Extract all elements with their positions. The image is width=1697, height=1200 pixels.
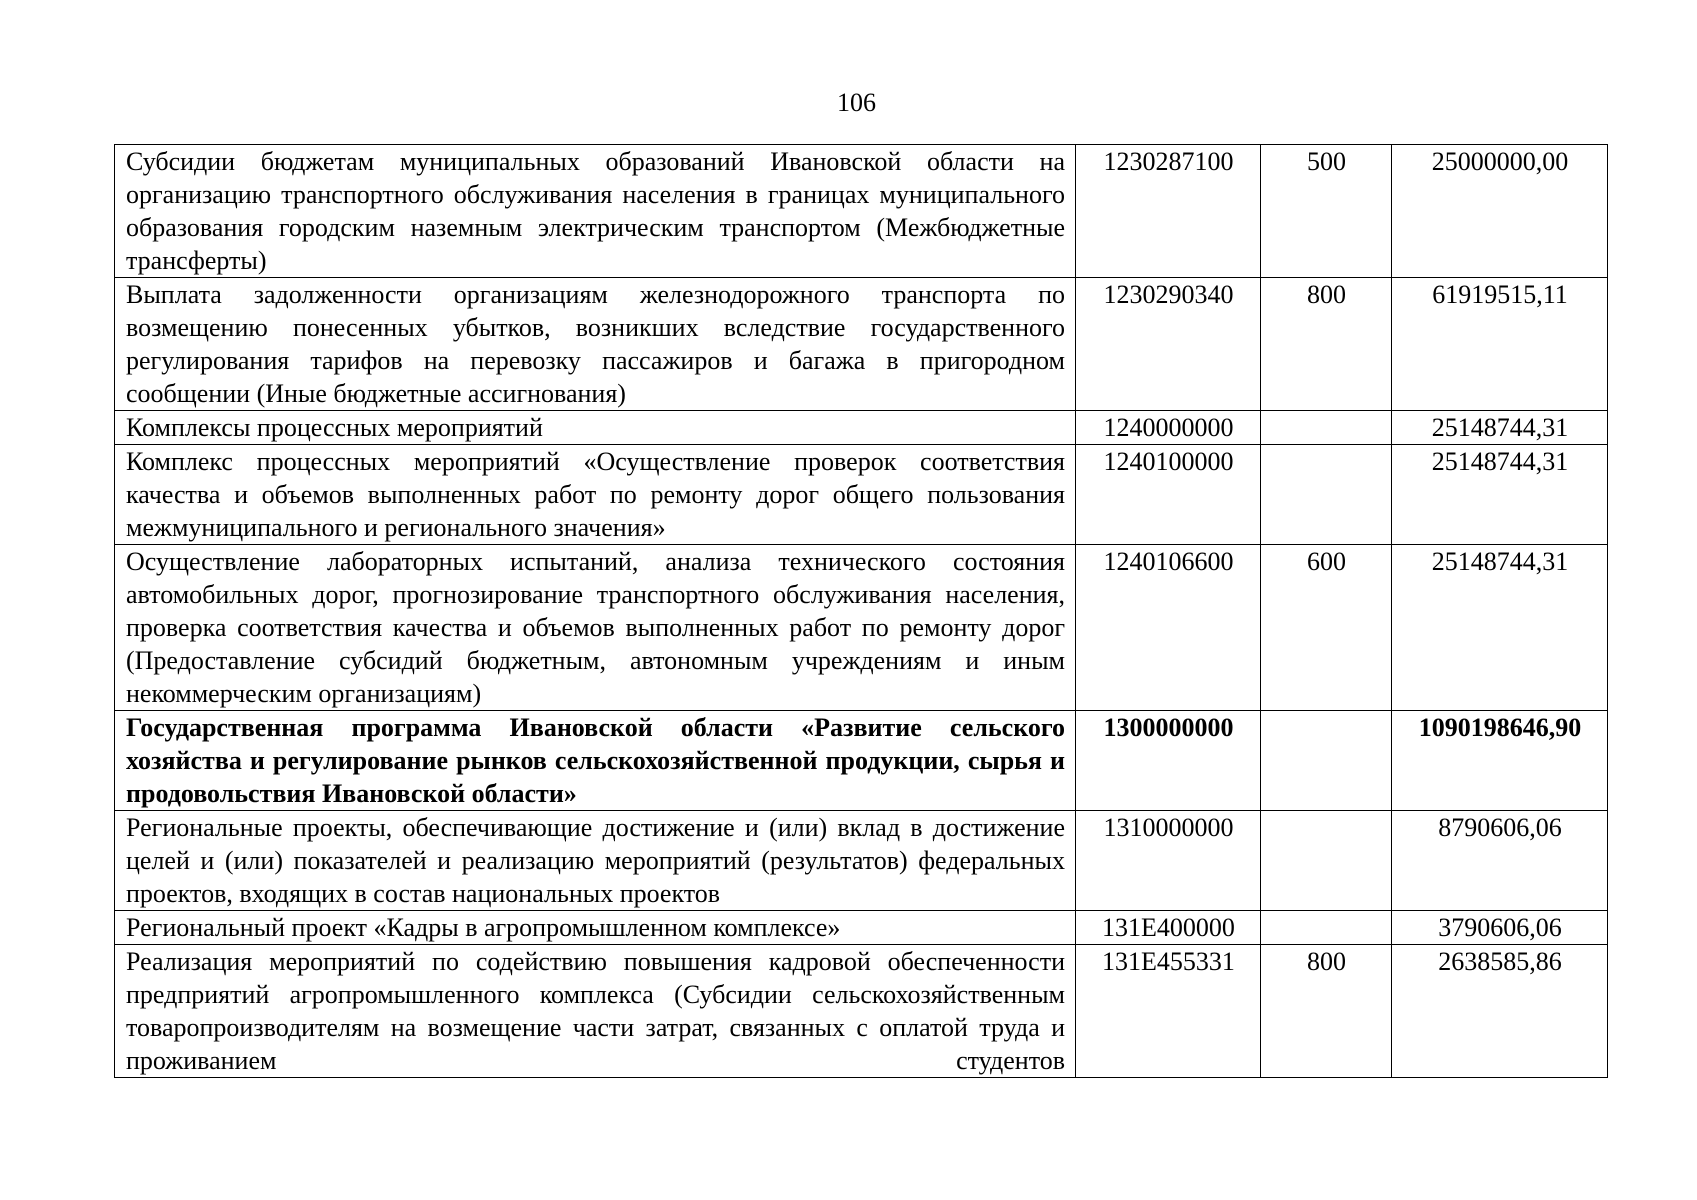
row-sum: 25000000,00 bbox=[1392, 145, 1608, 278]
row-sum: 1090198646,90 bbox=[1392, 711, 1608, 811]
row-code: 1240000000 bbox=[1076, 411, 1261, 445]
table-row bbox=[115, 445, 1608, 545]
row-code: 1310000000 bbox=[1076, 811, 1261, 911]
row-code: 131E400000 bbox=[1076, 911, 1261, 945]
row-code: 131E455331 bbox=[1076, 945, 1261, 1078]
row-name: Выплата задолженности организациям железнодорожного транспорта по возмещению понесенных убытков, возникших вследствие государственного регулирования тарифов на перевозку пассажиров и багажа в пригородном сообщении (Иные бюджетные ассигнования) bbox=[115, 278, 1076, 411]
row-sum: 2638585,86 bbox=[1392, 945, 1608, 1078]
row-expense-type: 500 bbox=[1261, 145, 1392, 278]
row-name: Региональный проект «Кадры в агропромышленном комплексе» bbox=[115, 911, 1076, 945]
row-sum: 3790606,06 bbox=[1392, 911, 1608, 945]
row-name: Осуществление лабораторных испытаний, анализа технического состояния автомобильных дорог, прогнозирование транспортного обслуживания населения, проверка соответствия качества и объемов выполненных работ по ремонту дорог (Предоставление субсидий бюджетным, автономным учреждениям и иным некоммерческим организациям) bbox=[115, 545, 1076, 711]
row-sum: 25148744,31 bbox=[1392, 445, 1608, 545]
table-row bbox=[115, 278, 1608, 411]
table-row-program bbox=[115, 711, 1608, 811]
row-expense-type bbox=[1261, 411, 1392, 445]
row-name: Региональные проекты, обеспечивающие достижение и (или) вклад в достижение целей и (или) показателей и реализацию мероприятий (результатов) федеральных проектов, входящих в состав национальных проектов bbox=[115, 811, 1076, 911]
row-name: Реализация мероприятий по содействию повышения кадровой обеспеченности предприятий агропромышленного комплекса (Субсидии сельскохозяйственным товаропроизводителям на возмещение части затрат, связанных с оплатой труда и проживанием студентов bbox=[115, 945, 1076, 1078]
table-row bbox=[115, 811, 1608, 911]
row-expense-type bbox=[1261, 711, 1392, 811]
row-expense-type: 600 bbox=[1261, 545, 1392, 711]
row-sum: 25148744,31 bbox=[1392, 545, 1608, 711]
row-code: 1240106600 bbox=[1076, 545, 1261, 711]
row-code: 1300000000 bbox=[1076, 711, 1261, 811]
row-expense-type bbox=[1261, 811, 1392, 911]
row-sum: 61919515,11 bbox=[1392, 278, 1608, 411]
row-expense-type bbox=[1261, 911, 1392, 945]
table-row bbox=[115, 945, 1608, 1078]
table-row bbox=[115, 145, 1608, 278]
budget-table bbox=[114, 144, 1608, 1078]
row-sum: 8790606,06 bbox=[1392, 811, 1608, 911]
row-name: Государственная программа Ивановской области «Развитие сельского хозяйства и регулирование рынков сельскохозяйственной продукции, сырья и продовольствия Ивановской области» bbox=[115, 711, 1076, 811]
row-name: Комплекс процессных мероприятий «Осуществление проверок соответствия качества и объемов выполненных работ по ремонту дорог общего пользования межмуниципального и регионального значения» bbox=[115, 445, 1076, 545]
table-row bbox=[115, 545, 1608, 711]
row-expense-type: 800 bbox=[1261, 945, 1392, 1078]
row-sum: 25148744,31 bbox=[1392, 411, 1608, 445]
row-code: 1240100000 bbox=[1076, 445, 1261, 545]
row-expense-type: 800 bbox=[1261, 278, 1392, 411]
row-code: 1230287100 bbox=[1076, 145, 1261, 278]
row-name: Комплексы процессных мероприятий bbox=[115, 411, 1076, 445]
row-expense-type bbox=[1261, 445, 1392, 545]
row-code: 1230290340 bbox=[1076, 278, 1261, 411]
row-name: Субсидии бюджетам муниципальных образований Ивановской области на организацию транспортного обслуживания населения в границах муниципального образования городским наземным электрическим транспортом (Межбюджетные трансферты) bbox=[115, 145, 1076, 278]
page-number: 106 bbox=[837, 88, 876, 117]
table-row bbox=[115, 911, 1608, 945]
table-row bbox=[115, 411, 1608, 445]
